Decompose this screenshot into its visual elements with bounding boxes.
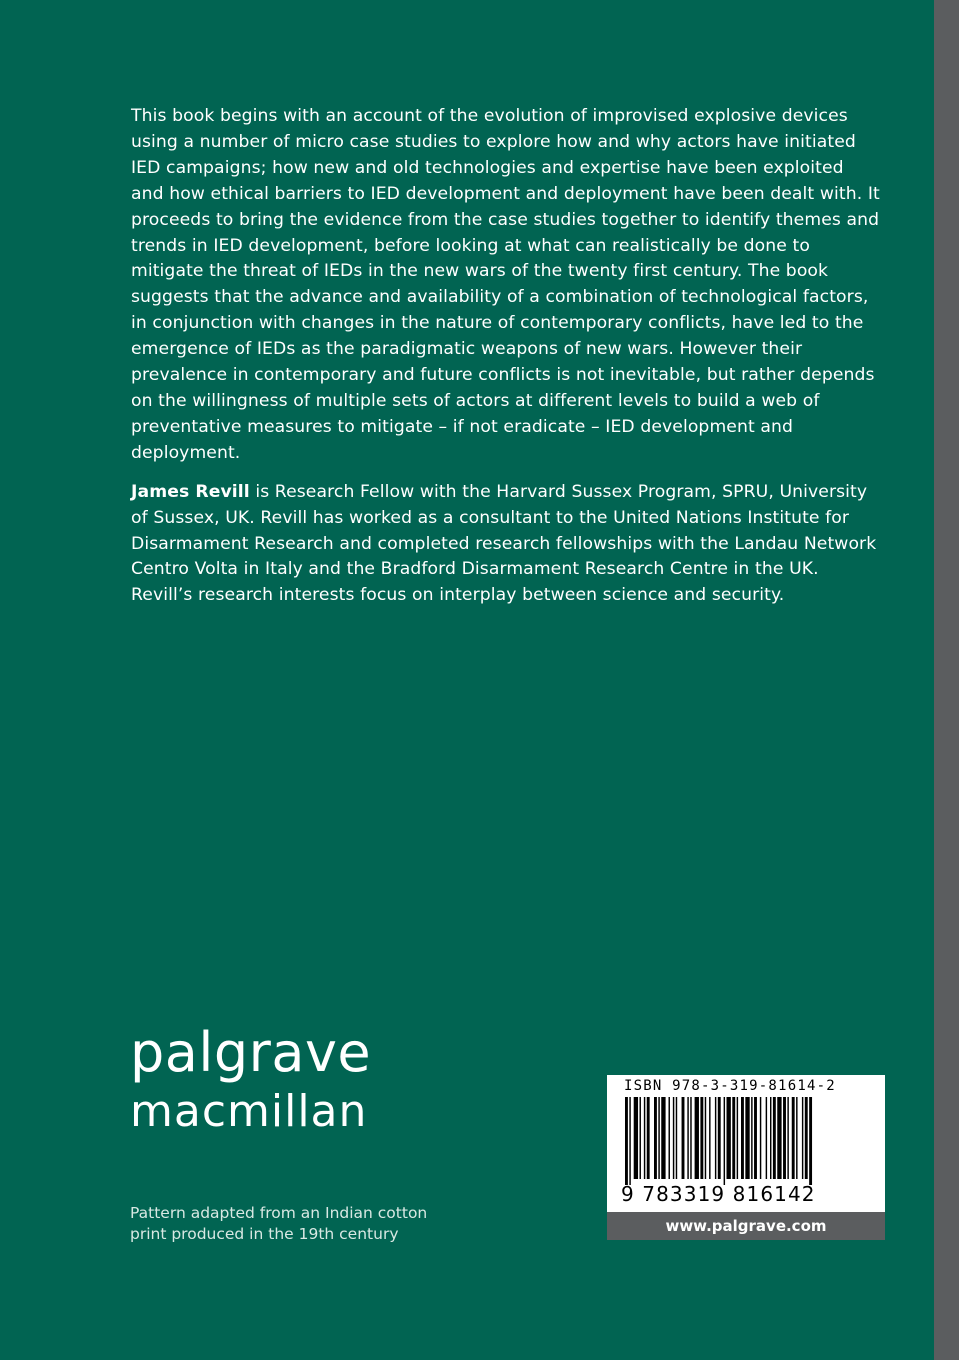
barcode-bar — [766, 1097, 767, 1179]
barcode-box — [607, 1075, 885, 1240]
barcode-bar — [792, 1097, 795, 1179]
barcode-bar — [802, 1097, 803, 1179]
barcode-bar — [658, 1097, 659, 1179]
barcode-bar — [700, 1097, 703, 1179]
barcode-bar — [715, 1097, 716, 1179]
barcode-bar — [751, 1097, 752, 1179]
barcode-bar — [709, 1097, 710, 1179]
barcode-bar — [673, 1097, 674, 1179]
pattern-credit-line1: Pattern adapted from an Indian cotton — [130, 1204, 428, 1222]
isbn-digits: 9 783319 816142 — [621, 1182, 816, 1206]
barcode-bar — [754, 1097, 757, 1179]
pattern-credit-line2: print produced in the 19th century — [130, 1225, 399, 1243]
barcode-icon — [625, 1097, 865, 1185]
book-description: This book begins with an account of the evolution of improvised explosive devices using a number of micro case studies to explore how and why actors have initiated IED campaigns; how new and old technologies and expertise have been exploited and how ethical barriers to IED development and deployment have been dealt with. It proceeds to bring the evidence from the case studies together to identify themes and trends in IED development, before looking at what can realistically be done to mitigate the threat of IEDs in the new wars of the twenty first century. The book suggests that the advance and availability of a combination of technological factors, in conjunction with changes in the nature of contemporary conflicts, have led to the emergence of IEDs as the paradigmatic weapons of new wars. However their prevalence in contemporary and future conflicts is not inevitable, but rather depends on the willingness of multiple sets of actors at different levels to build a web of preventative measures to mitigate – if not eradicate – IED development and deployment. — [131, 106, 880, 463]
barcode-bar — [737, 1097, 738, 1179]
barcode-bar — [732, 1097, 735, 1179]
barcode-bar — [661, 1097, 665, 1179]
barcode-bar — [741, 1097, 744, 1179]
barcode-bar — [644, 1097, 645, 1179]
barcode-bar — [640, 1097, 641, 1179]
barcode-bar — [773, 1097, 776, 1179]
pattern-credit — [130, 1203, 427, 1245]
publisher-logo — [130, 1021, 372, 1137]
barcode-bar — [682, 1097, 685, 1179]
barcode-bar — [695, 1097, 699, 1179]
barcode-bar — [634, 1097, 638, 1179]
barcode-bar — [676, 1097, 677, 1179]
barcode-bar — [760, 1097, 761, 1179]
barcode-bar — [724, 1097, 725, 1185]
barcode-bar — [687, 1097, 688, 1179]
author-name: James Revill — [131, 481, 250, 502]
barcode-bar — [777, 1097, 781, 1179]
barcode-bar — [796, 1097, 797, 1179]
barcode-bar — [809, 1097, 812, 1185]
barcode-bar — [805, 1097, 808, 1179]
barcode-bar — [654, 1097, 657, 1179]
barcode-bar — [625, 1097, 628, 1185]
publisher-logo-line1: palgrave — [130, 1021, 372, 1084]
author-bio-text: is Research Fellow with the Harvard Sussex Program, SPRU, University of Sussex, UK. Revill has worked as a consultant to the United Nations Institute for Disarmament Research and completed research fellowships with the Landau Network Centro Volta in Italy and the Bradford Disarmament Research Centre in the UK. Revill’s research interests focus on interplay between science and security. — [131, 481, 877, 606]
barcode-bar — [770, 1097, 771, 1179]
barcode-bar — [727, 1097, 731, 1179]
author-bio — [131, 480, 881, 610]
barcode-bar — [629, 1097, 630, 1185]
isbn-label: ISBN 978-3-319-81614-2 — [624, 1078, 836, 1094]
barcode-bar — [718, 1097, 721, 1179]
barcode-bar — [669, 1097, 670, 1179]
back-cover-text — [131, 104, 881, 609]
barcode-bar — [705, 1097, 706, 1179]
barcode-bar — [690, 1097, 691, 1179]
barcode-bar — [745, 1097, 749, 1179]
barcode-bar — [783, 1097, 786, 1179]
publisher-website: www.palgrave.com — [607, 1212, 885, 1240]
barcode-bar — [647, 1097, 650, 1179]
spine-strip — [934, 0, 959, 1360]
barcode-bar — [787, 1097, 788, 1179]
publisher-logo-line2: macmillan — [130, 1086, 368, 1137]
